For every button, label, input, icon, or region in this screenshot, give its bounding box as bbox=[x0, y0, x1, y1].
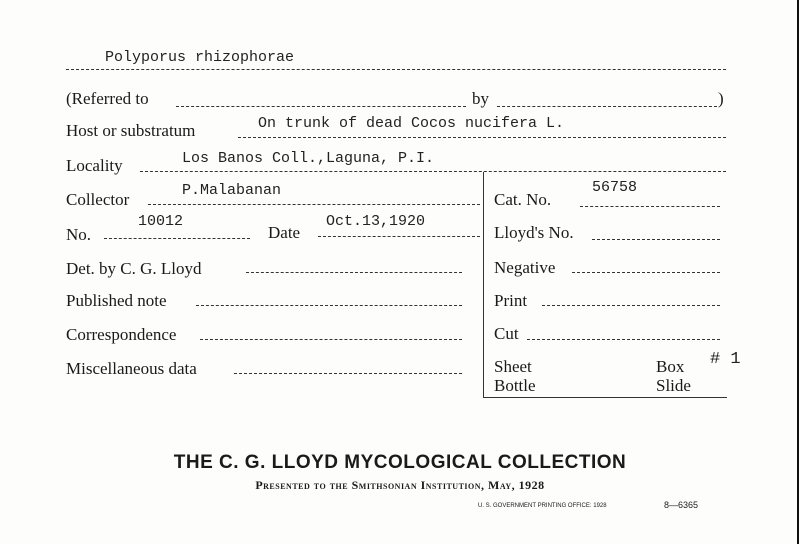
number-value: 10012 bbox=[138, 213, 184, 230]
form-code: 8—6365 bbox=[664, 500, 699, 510]
catalog-box-left-border bbox=[483, 172, 484, 397]
locality-label: Locality bbox=[66, 156, 123, 175]
correspondence-label: Correspondence bbox=[66, 325, 177, 344]
cat-no-value: 56758 bbox=[592, 179, 638, 196]
det-by-label: Det. by C. G. Lloyd bbox=[66, 259, 202, 278]
bottle-label: Bottle bbox=[494, 376, 536, 395]
cat-no-label: Cat. No. bbox=[494, 190, 552, 209]
det-by-line bbox=[246, 272, 462, 273]
collector-line bbox=[148, 204, 480, 205]
negative-label: Negative bbox=[494, 258, 556, 277]
by-label: by bbox=[472, 89, 489, 108]
referred-to-label: (Referred to bbox=[66, 89, 149, 108]
cut-line bbox=[527, 339, 720, 340]
locality-line bbox=[140, 171, 726, 172]
date-line bbox=[318, 236, 480, 237]
collector-label: Collector bbox=[66, 190, 130, 209]
referred-to-line bbox=[176, 106, 466, 107]
box-label: Box bbox=[656, 357, 685, 376]
date-label: Date bbox=[268, 223, 301, 242]
cut-label: Cut bbox=[494, 324, 519, 343]
date-value: Oct.13,1920 bbox=[326, 213, 426, 230]
printer-note: U. S. GOVERNMENT PRINTING OFFICE: 1928 bbox=[478, 503, 607, 509]
collection-subtitle: Presented to the Smithsonian Institution, May, 1928 bbox=[255, 478, 545, 492]
published-note-line bbox=[196, 305, 462, 306]
sheet-label: Sheet bbox=[494, 357, 532, 376]
host-line bbox=[238, 137, 726, 138]
number-line bbox=[104, 238, 250, 239]
locality-value: Los Banos Coll.,Laguna, P.I. bbox=[182, 150, 435, 167]
collection-title: THE C. G. LLOYD MYCOLOGICAL COLLECTION bbox=[173, 452, 627, 473]
scan-edge bbox=[797, 0, 799, 544]
cat-no-line bbox=[580, 206, 720, 207]
close-paren: ) bbox=[718, 89, 724, 108]
published-note-label: Published note bbox=[66, 291, 167, 310]
slide-label: Slide bbox=[656, 376, 691, 395]
negative-line bbox=[572, 272, 720, 273]
correspondence-line bbox=[200, 339, 462, 340]
miscellaneous-label: Miscellaneous data bbox=[66, 359, 197, 378]
host-label: Host or substratum bbox=[66, 121, 196, 140]
collector-value: P.Malabanan bbox=[182, 182, 282, 199]
number-label: No. bbox=[66, 225, 92, 244]
species-name: Polyporus rhizophorae bbox=[105, 49, 295, 66]
print-label: Print bbox=[494, 291, 528, 310]
box-value: # 1 bbox=[710, 350, 741, 369]
print-line bbox=[542, 305, 720, 306]
miscellaneous-line bbox=[234, 373, 462, 374]
catalog-box-bottom-border bbox=[483, 397, 727, 398]
species-line bbox=[66, 69, 726, 70]
host-value: On trunk of dead Cocos nucifera L. bbox=[258, 115, 565, 132]
by-line bbox=[497, 106, 717, 107]
lloyds-no-label: Lloyd's No. bbox=[494, 223, 574, 242]
lloyds-no-line bbox=[592, 239, 720, 240]
